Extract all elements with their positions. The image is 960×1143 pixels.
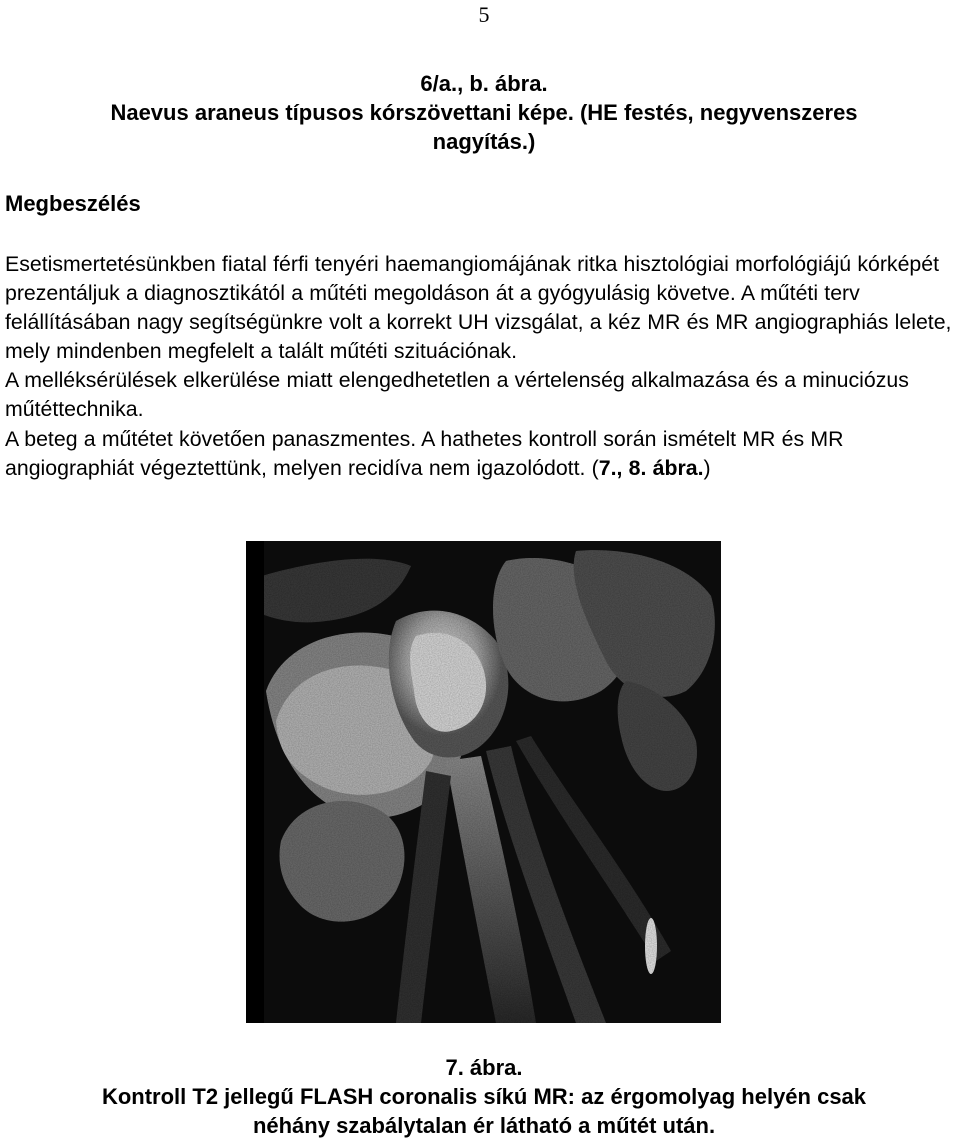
figure-6-caption-line-1: Naevus araneus típusos kórszövettani képe. (HE festés, negyvenszeres [110,100,858,125]
paragraph-2: A melléksérülések elkerülése miatt elengedhetetlen a vértelenség alkalmazása és a minuciózus műtéttechnika. [5,368,909,422]
discussion-body [5,250,955,483]
mri-scan-drawing [246,541,721,1023]
figure-7-label: 7. ábra. [445,1055,523,1080]
paragraph-3-text: A beteg a műtétet követően panaszmentes. A hathetes kontroll során ismételt MR és MR angiographiát végeztettünk, melyen recidíva nem igazolódott. ( [5,426,844,480]
paragraph-3 [5,425,955,483]
figure-7-caption-line-2: néhány szabálytalan ér látható a műtét után. [252,1113,716,1138]
figure-6-caption-line-2: nagyítás.) [432,129,536,154]
figure-6-caption [0,69,960,156]
section-heading: Megbeszélés [5,191,141,216]
figure-6-label: 6/a., b. ábra. [420,71,548,96]
page-number: 5 [478,2,490,27]
figure-7-caption-line-1: Kontroll T2 jellegű FLASH coronalis síkú MR: az érgomolyag helyén csak [101,1084,867,1109]
figure-reference: 7., 8. ábra. [598,455,704,480]
mri-scan-image [246,541,721,1023]
figure-7-caption [0,1053,960,1140]
paragraph-3-close: ) [703,455,711,480]
paragraph-1: Esetismertetésünkben fiatal férfi tenyéri haemangiomájának ritka hisztológiai morfológiájú kórképét prezentáljuk a diagnosztikától a műtéti megoldáson át a gyógyulásig követve. A műtéti terv felállításában nagy segítségünkre volt a korrekt UH vizsgálat, a kéz MR és MR angiographiás lelete, mely mindenben megfelelt a talált műtéti szituációnak. [5,252,952,364]
